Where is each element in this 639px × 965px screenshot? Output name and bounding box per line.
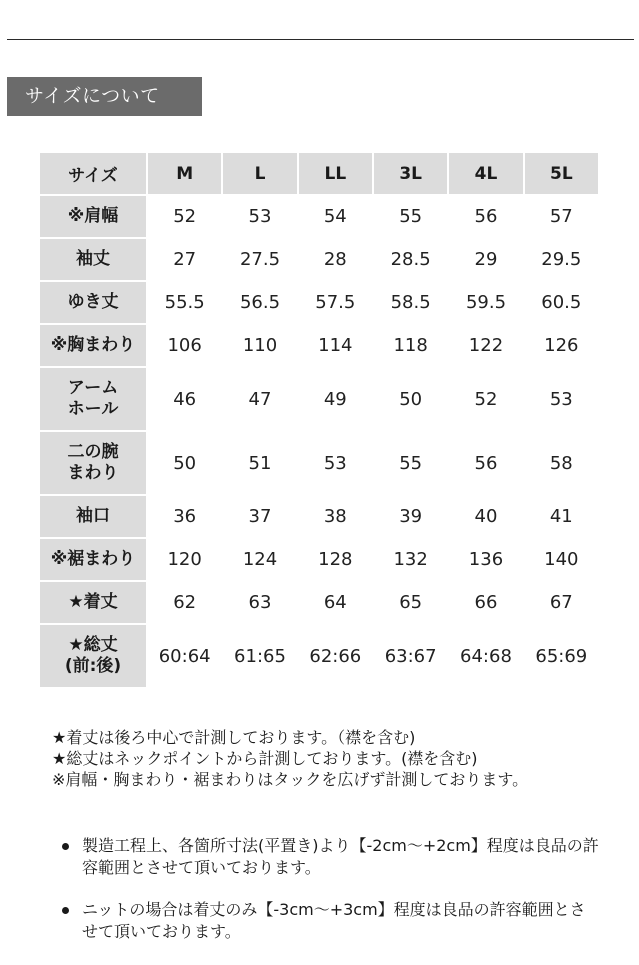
- measurement-cell: 28: [323, 249, 347, 270]
- measurement-cell: 58: [549, 452, 573, 474]
- row-label: ★着丈: [40, 582, 146, 623]
- row-label: 袖丈: [40, 239, 146, 280]
- measurement-cell: 38: [323, 506, 347, 527]
- measurement-cell: 58.5: [390, 292, 431, 313]
- measurement-cell: 50: [173, 452, 197, 474]
- size-table-row: [40, 625, 598, 687]
- measurement-cell: 55: [399, 452, 423, 474]
- measurement-cell: 59.5: [465, 292, 507, 313]
- measurement-cell: 55: [399, 206, 423, 227]
- measurement-cell: 132: [393, 549, 428, 570]
- measurement-cell: 60.5: [541, 292, 582, 313]
- header-cell-ll: LL: [299, 153, 372, 194]
- measurement-cell: 27: [173, 249, 197, 270]
- row-label: ★総丈 (前:後): [40, 625, 146, 687]
- measurement-cell: 106: [167, 335, 202, 356]
- notes: [52, 727, 592, 790]
- measurement-cell: 49: [323, 388, 347, 410]
- measurement-cell: 128: [318, 549, 353, 570]
- measurement-cell: 28.5: [390, 249, 431, 270]
- size-table-row: [40, 496, 598, 537]
- measurement-cell: 29.5: [541, 249, 582, 270]
- row-label: アーム ホール: [40, 368, 146, 430]
- header-cell-size: サイズ: [40, 153, 146, 194]
- measurement-cell: 64: [323, 592, 347, 613]
- measurement-cell: 53: [549, 388, 573, 410]
- measurement-cell: 40: [474, 506, 498, 527]
- measurement-cell: 140: [544, 549, 579, 570]
- size-table-row: [40, 432, 598, 494]
- note-line: ※肩幅・胸まわり・裾まわりはタックを広げず計測しております。: [52, 770, 529, 789]
- measurement-cell: 66: [474, 592, 498, 613]
- measurement-cell: 67: [549, 592, 573, 613]
- tolerance-item: [60, 899, 600, 943]
- measurement-cell: 46: [173, 388, 197, 410]
- measurement-cell: 64:68: [460, 645, 512, 667]
- size-table-row: [40, 239, 598, 280]
- measurement-cell: 53: [248, 206, 272, 227]
- size-table-row: [40, 582, 598, 623]
- measurement-cell: 118: [393, 335, 428, 356]
- measurement-cell: 29: [474, 249, 498, 270]
- row-label: ※肩幅: [40, 196, 146, 237]
- measurement-cell: 63: [248, 592, 272, 613]
- measurement-cell: 60:64: [158, 645, 211, 667]
- tolerance-text: 製造工程上、各箇所寸法(平置き)より【-2cm～+2cm】程度は良品の許容範囲とさせて頂いております。: [82, 836, 599, 877]
- header-cell-l: L: [223, 153, 296, 194]
- measurement-cell: 110: [242, 335, 278, 356]
- measurement-cell: 62: [173, 592, 197, 613]
- measurement-cell: 61:65: [234, 645, 286, 667]
- top-divider: [7, 39, 634, 40]
- tolerance-item: [60, 835, 600, 879]
- note-line: ★着丈は後ろ中心で計測しております。（襟を含む): [52, 728, 416, 747]
- row-label: 二の腕 まわり: [40, 432, 146, 494]
- measurement-cell: 52: [474, 388, 498, 410]
- measurement-cell: 65: [399, 592, 423, 613]
- bullet-icon: [62, 907, 69, 914]
- measurement-cell: 27.5: [239, 249, 281, 270]
- measurement-cell: 39: [399, 506, 423, 527]
- size-table-row: [40, 368, 598, 430]
- tolerance-list: [60, 835, 600, 963]
- header-cell-3l: 3L: [374, 153, 447, 194]
- measurement-cell: 36: [173, 506, 197, 527]
- measurement-cell: 56.5: [239, 292, 281, 313]
- tolerance-text: ニットの場合は着丈のみ【-3cm～+3cm】程度は良品の許容範囲とさせて頂いております。: [82, 900, 586, 941]
- size-table-header-row: [40, 153, 598, 194]
- measurement-cell: 57: [549, 206, 573, 227]
- measurement-cell: 63:67: [384, 645, 437, 667]
- measurement-cell: 124: [242, 549, 278, 570]
- measurement-cell: 136: [468, 549, 504, 570]
- measurement-cell: 41: [549, 506, 573, 527]
- measurement-cell: 52: [173, 206, 197, 227]
- measurement-cell: 51: [248, 452, 272, 474]
- size-table-row: [40, 282, 598, 323]
- measurement-cell: 114: [318, 335, 353, 356]
- measurement-cell: 65:69: [535, 645, 588, 667]
- measurement-cell: 56: [474, 452, 498, 474]
- measurement-cell: 50: [399, 388, 423, 410]
- size-table-row: [40, 325, 598, 366]
- measurement-cell: 122: [468, 335, 504, 356]
- row-label: ゆき丈: [40, 282, 146, 323]
- measurement-cell: 54: [323, 206, 347, 227]
- header-cell-4l: 4L: [449, 153, 522, 194]
- measurement-cell: 57.5: [315, 292, 356, 313]
- measurement-cell: 47: [248, 388, 272, 410]
- measurement-cell: 120: [167, 549, 202, 570]
- row-label: ※裾まわり: [40, 539, 146, 580]
- measurement-cell: 55.5: [164, 292, 205, 313]
- measurement-cell: 37: [248, 506, 272, 527]
- header-cell-m: M: [148, 153, 221, 194]
- row-label: ※胸まわり: [40, 325, 146, 366]
- size-table: [38, 151, 600, 689]
- note-line: ★総丈はネックポイントから計測しております。(襟を含む): [52, 749, 478, 768]
- measurement-cell: 62:66: [309, 645, 362, 667]
- section-title: サイズについて: [7, 77, 202, 116]
- header-cell-5l: 5L: [525, 153, 598, 194]
- measurement-cell: 53: [323, 452, 347, 474]
- row-label: 袖口: [40, 496, 146, 537]
- size-table-row: [40, 196, 598, 237]
- bullet-icon: [62, 843, 69, 850]
- measurement-cell: 126: [544, 335, 579, 356]
- size-table-row: [40, 539, 598, 580]
- measurement-cell: 56: [474, 206, 498, 227]
